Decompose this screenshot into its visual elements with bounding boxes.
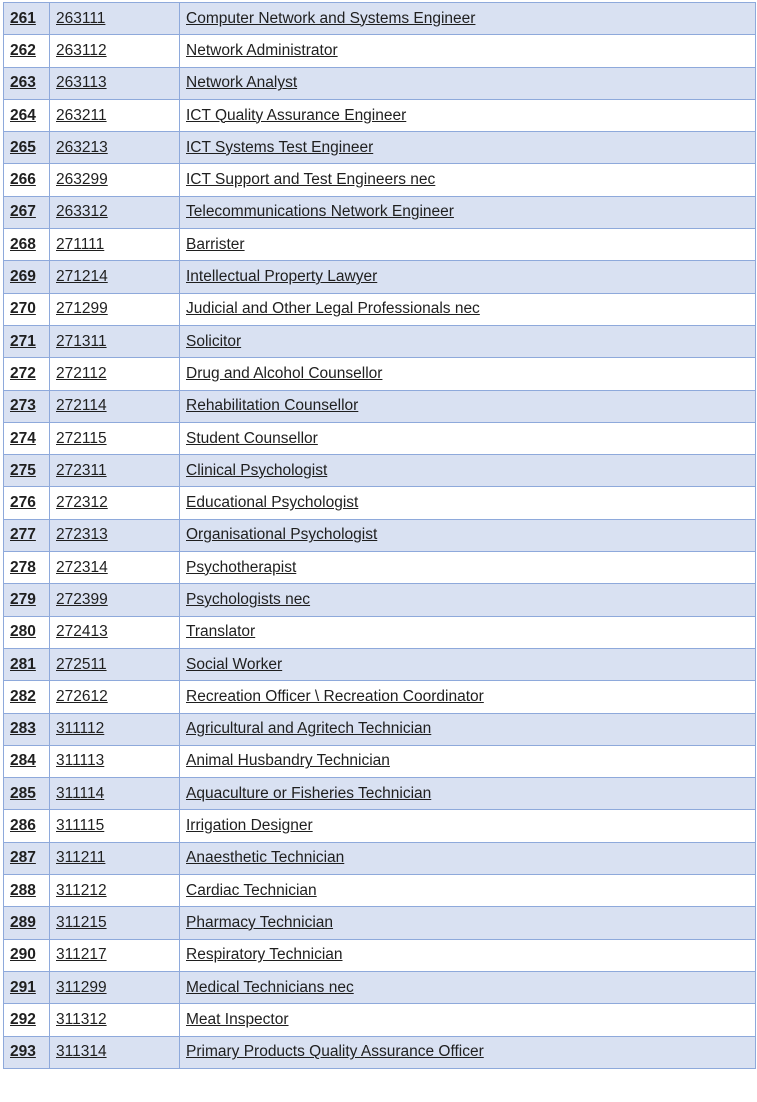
occupation-title-link[interactable]: Agricultural and Agritech Technician bbox=[180, 713, 756, 745]
row-number-link[interactable]: 284 bbox=[4, 745, 50, 777]
occupation-title-link[interactable]: Clinical Psychologist bbox=[180, 455, 756, 487]
row-number-link[interactable]: 277 bbox=[4, 519, 50, 551]
occupation-code-link[interactable]: 271214 bbox=[50, 261, 180, 293]
row-number-link[interactable]: 282 bbox=[4, 681, 50, 713]
table-row bbox=[4, 519, 756, 551]
row-number-link[interactable]: 285 bbox=[4, 778, 50, 810]
table-row bbox=[4, 164, 756, 196]
table-row bbox=[4, 713, 756, 745]
occupation-title-link[interactable]: Animal Husbandry Technician bbox=[180, 745, 756, 777]
table-row bbox=[4, 196, 756, 228]
occupation-code-link[interactable]: 311112 bbox=[50, 713, 180, 745]
table-row bbox=[4, 390, 756, 422]
row-number-link[interactable]: 271 bbox=[4, 325, 50, 357]
occupation-code-link[interactable]: 311113 bbox=[50, 745, 180, 777]
table-row bbox=[4, 584, 756, 616]
row-number-link[interactable]: 269 bbox=[4, 261, 50, 293]
occupation-title-link[interactable]: Organisational Psychologist bbox=[180, 519, 756, 551]
occupation-title-link[interactable]: ICT Quality Assurance Engineer bbox=[180, 99, 756, 131]
table-row bbox=[4, 132, 756, 164]
row-number-link[interactable]: 261 bbox=[4, 3, 50, 35]
row-number-link[interactable]: 275 bbox=[4, 455, 50, 487]
occupation-title-link[interactable]: Respiratory Technician bbox=[180, 939, 756, 971]
occupation-code-link[interactable]: 263112 bbox=[50, 35, 180, 67]
occupation-table-body bbox=[4, 3, 756, 1069]
row-number-link[interactable]: 263 bbox=[4, 67, 50, 99]
table-row bbox=[4, 35, 756, 67]
table-row bbox=[4, 552, 756, 584]
occupation-code-link[interactable]: 311215 bbox=[50, 907, 180, 939]
table-row bbox=[4, 325, 756, 357]
occupation-code-link[interactable]: 263312 bbox=[50, 196, 180, 228]
table-row bbox=[4, 67, 756, 99]
occupation-code-link[interactable]: 272511 bbox=[50, 648, 180, 680]
occupation-code-link[interactable]: 263111 bbox=[50, 3, 180, 35]
occupation-code-link[interactable]: 272314 bbox=[50, 552, 180, 584]
table-row bbox=[4, 1036, 756, 1068]
occupation-title-link[interactable]: Medical Technicians nec bbox=[180, 971, 756, 1003]
occupation-code-link[interactable]: 272399 bbox=[50, 584, 180, 616]
occupation-title-link[interactable]: Judicial and Other Legal Professionals nec bbox=[180, 293, 756, 325]
table-row bbox=[4, 358, 756, 390]
occupation-code-link[interactable]: 272612 bbox=[50, 681, 180, 713]
occupation-title-link[interactable]: Translator bbox=[180, 616, 756, 648]
occupation-code-link[interactable]: 311314 bbox=[50, 1036, 180, 1068]
row-number-link[interactable]: 286 bbox=[4, 810, 50, 842]
table-row bbox=[4, 778, 756, 810]
occupation-code-link[interactable]: 272313 bbox=[50, 519, 180, 551]
row-number-link[interactable]: 264 bbox=[4, 99, 50, 131]
occupation-code-link[interactable]: 272312 bbox=[50, 487, 180, 519]
occupation-title-link[interactable]: Social Worker bbox=[180, 648, 756, 680]
table-row bbox=[4, 745, 756, 777]
table-row bbox=[4, 99, 756, 131]
occupation-code-link[interactable]: 311114 bbox=[50, 778, 180, 810]
occupation-table bbox=[3, 2, 756, 1069]
table-row bbox=[4, 455, 756, 487]
row-number-link[interactable]: 262 bbox=[4, 35, 50, 67]
table-row bbox=[4, 971, 756, 1003]
occupation-title-link[interactable]: Student Counsellor bbox=[180, 422, 756, 454]
occupation-code-link[interactable]: 311115 bbox=[50, 810, 180, 842]
table-row bbox=[4, 842, 756, 874]
table-row bbox=[4, 681, 756, 713]
row-number-link[interactable]: 266 bbox=[4, 164, 50, 196]
occupation-code-link[interactable]: 272311 bbox=[50, 455, 180, 487]
table-row bbox=[4, 907, 756, 939]
row-number-link[interactable]: 276 bbox=[4, 487, 50, 519]
table-row bbox=[4, 616, 756, 648]
occupation-code-link[interactable]: 263299 bbox=[50, 164, 180, 196]
row-number-link[interactable]: 267 bbox=[4, 196, 50, 228]
row-number-link[interactable]: 274 bbox=[4, 422, 50, 454]
occupation-code-link[interactable]: 272114 bbox=[50, 390, 180, 422]
occupation-title-link[interactable]: Anaesthetic Technician bbox=[180, 842, 756, 874]
occupation-title-link[interactable]: Intellectual Property Lawyer bbox=[180, 261, 756, 293]
occupation-code-link[interactable]: 271299 bbox=[50, 293, 180, 325]
row-number-link[interactable]: 292 bbox=[4, 1004, 50, 1036]
row-number-link[interactable]: 293 bbox=[4, 1036, 50, 1068]
table-row bbox=[4, 293, 756, 325]
occupation-title-link[interactable]: Computer Network and Systems Engineer bbox=[180, 3, 756, 35]
row-number-link[interactable]: 287 bbox=[4, 842, 50, 874]
occupation-title-link[interactable]: ICT Systems Test Engineer bbox=[180, 132, 756, 164]
occupation-code-link[interactable]: 311299 bbox=[50, 971, 180, 1003]
table-row bbox=[4, 229, 756, 261]
occupation-title-link[interactable]: Solicitor bbox=[180, 325, 756, 357]
occupation-title-link[interactable]: Psychotherapist bbox=[180, 552, 756, 584]
occupation-title-link[interactable]: Primary Products Quality Assurance Officer bbox=[180, 1036, 756, 1068]
table-row bbox=[4, 648, 756, 680]
table-row bbox=[4, 3, 756, 35]
occupation-title-link[interactable]: Cardiac Technician bbox=[180, 875, 756, 907]
occupation-title-link[interactable]: Telecommunications Network Engineer bbox=[180, 196, 756, 228]
table-row bbox=[4, 261, 756, 293]
occupation-code-link[interactable]: 263113 bbox=[50, 67, 180, 99]
table-row bbox=[4, 939, 756, 971]
row-number-link[interactable]: 279 bbox=[4, 584, 50, 616]
occupation-code-link[interactable]: 272115 bbox=[50, 422, 180, 454]
row-number-link[interactable]: 280 bbox=[4, 616, 50, 648]
occupation-title-link[interactable]: Pharmacy Technician bbox=[180, 907, 756, 939]
row-number-link[interactable]: 273 bbox=[4, 390, 50, 422]
occupation-code-link[interactable]: 311212 bbox=[50, 875, 180, 907]
occupation-title-link[interactable]: Network Administrator bbox=[180, 35, 756, 67]
occupation-title-link[interactable]: Aquaculture or Fisheries Technician bbox=[180, 778, 756, 810]
row-number-link[interactable]: 291 bbox=[4, 971, 50, 1003]
table-row bbox=[4, 422, 756, 454]
row-number-link[interactable]: 268 bbox=[4, 229, 50, 261]
occupation-code-link[interactable]: 272413 bbox=[50, 616, 180, 648]
row-number-link[interactable]: 290 bbox=[4, 939, 50, 971]
table-row bbox=[4, 487, 756, 519]
occupation-title-link[interactable]: Recreation Officer \ Recreation Coordinator bbox=[180, 681, 756, 713]
occupation-code-link[interactable]: 263213 bbox=[50, 132, 180, 164]
occupation-title-link[interactable]: Educational Psychologist bbox=[180, 487, 756, 519]
row-number-link[interactable]: 283 bbox=[4, 713, 50, 745]
table-row bbox=[4, 875, 756, 907]
occupation-code-link[interactable]: 311211 bbox=[50, 842, 180, 874]
table-row bbox=[4, 810, 756, 842]
occupation-title-link[interactable]: Irrigation Designer bbox=[180, 810, 756, 842]
row-number-link[interactable]: 289 bbox=[4, 907, 50, 939]
occupation-title-link[interactable]: ICT Support and Test Engineers nec bbox=[180, 164, 756, 196]
occupation-code-link[interactable]: 311217 bbox=[50, 939, 180, 971]
row-number-link[interactable]: 265 bbox=[4, 132, 50, 164]
occupation-title-link[interactable]: Network Analyst bbox=[180, 67, 756, 99]
occupation-title-link[interactable]: Psychologists nec bbox=[180, 584, 756, 616]
row-number-link[interactable]: 288 bbox=[4, 875, 50, 907]
row-number-link[interactable]: 270 bbox=[4, 293, 50, 325]
occupation-title-link[interactable]: Meat Inspector bbox=[180, 1004, 756, 1036]
row-number-link[interactable]: 272 bbox=[4, 358, 50, 390]
table-row bbox=[4, 1004, 756, 1036]
occupation-code-link[interactable]: 263211 bbox=[50, 99, 180, 131]
occupation-code-link[interactable]: 272112 bbox=[50, 358, 180, 390]
row-number-link[interactable]: 278 bbox=[4, 552, 50, 584]
occupation-code-link[interactable]: 271111 bbox=[50, 229, 180, 261]
occupation-title-link[interactable]: Rehabilitation Counsellor bbox=[180, 390, 756, 422]
occupation-title-link[interactable]: Barrister bbox=[180, 229, 756, 261]
occupation-title-link[interactable]: Drug and Alcohol Counsellor bbox=[180, 358, 756, 390]
row-number-link[interactable]: 281 bbox=[4, 648, 50, 680]
occupation-code-link[interactable]: 271311 bbox=[50, 325, 180, 357]
occupation-code-link[interactable]: 311312 bbox=[50, 1004, 180, 1036]
